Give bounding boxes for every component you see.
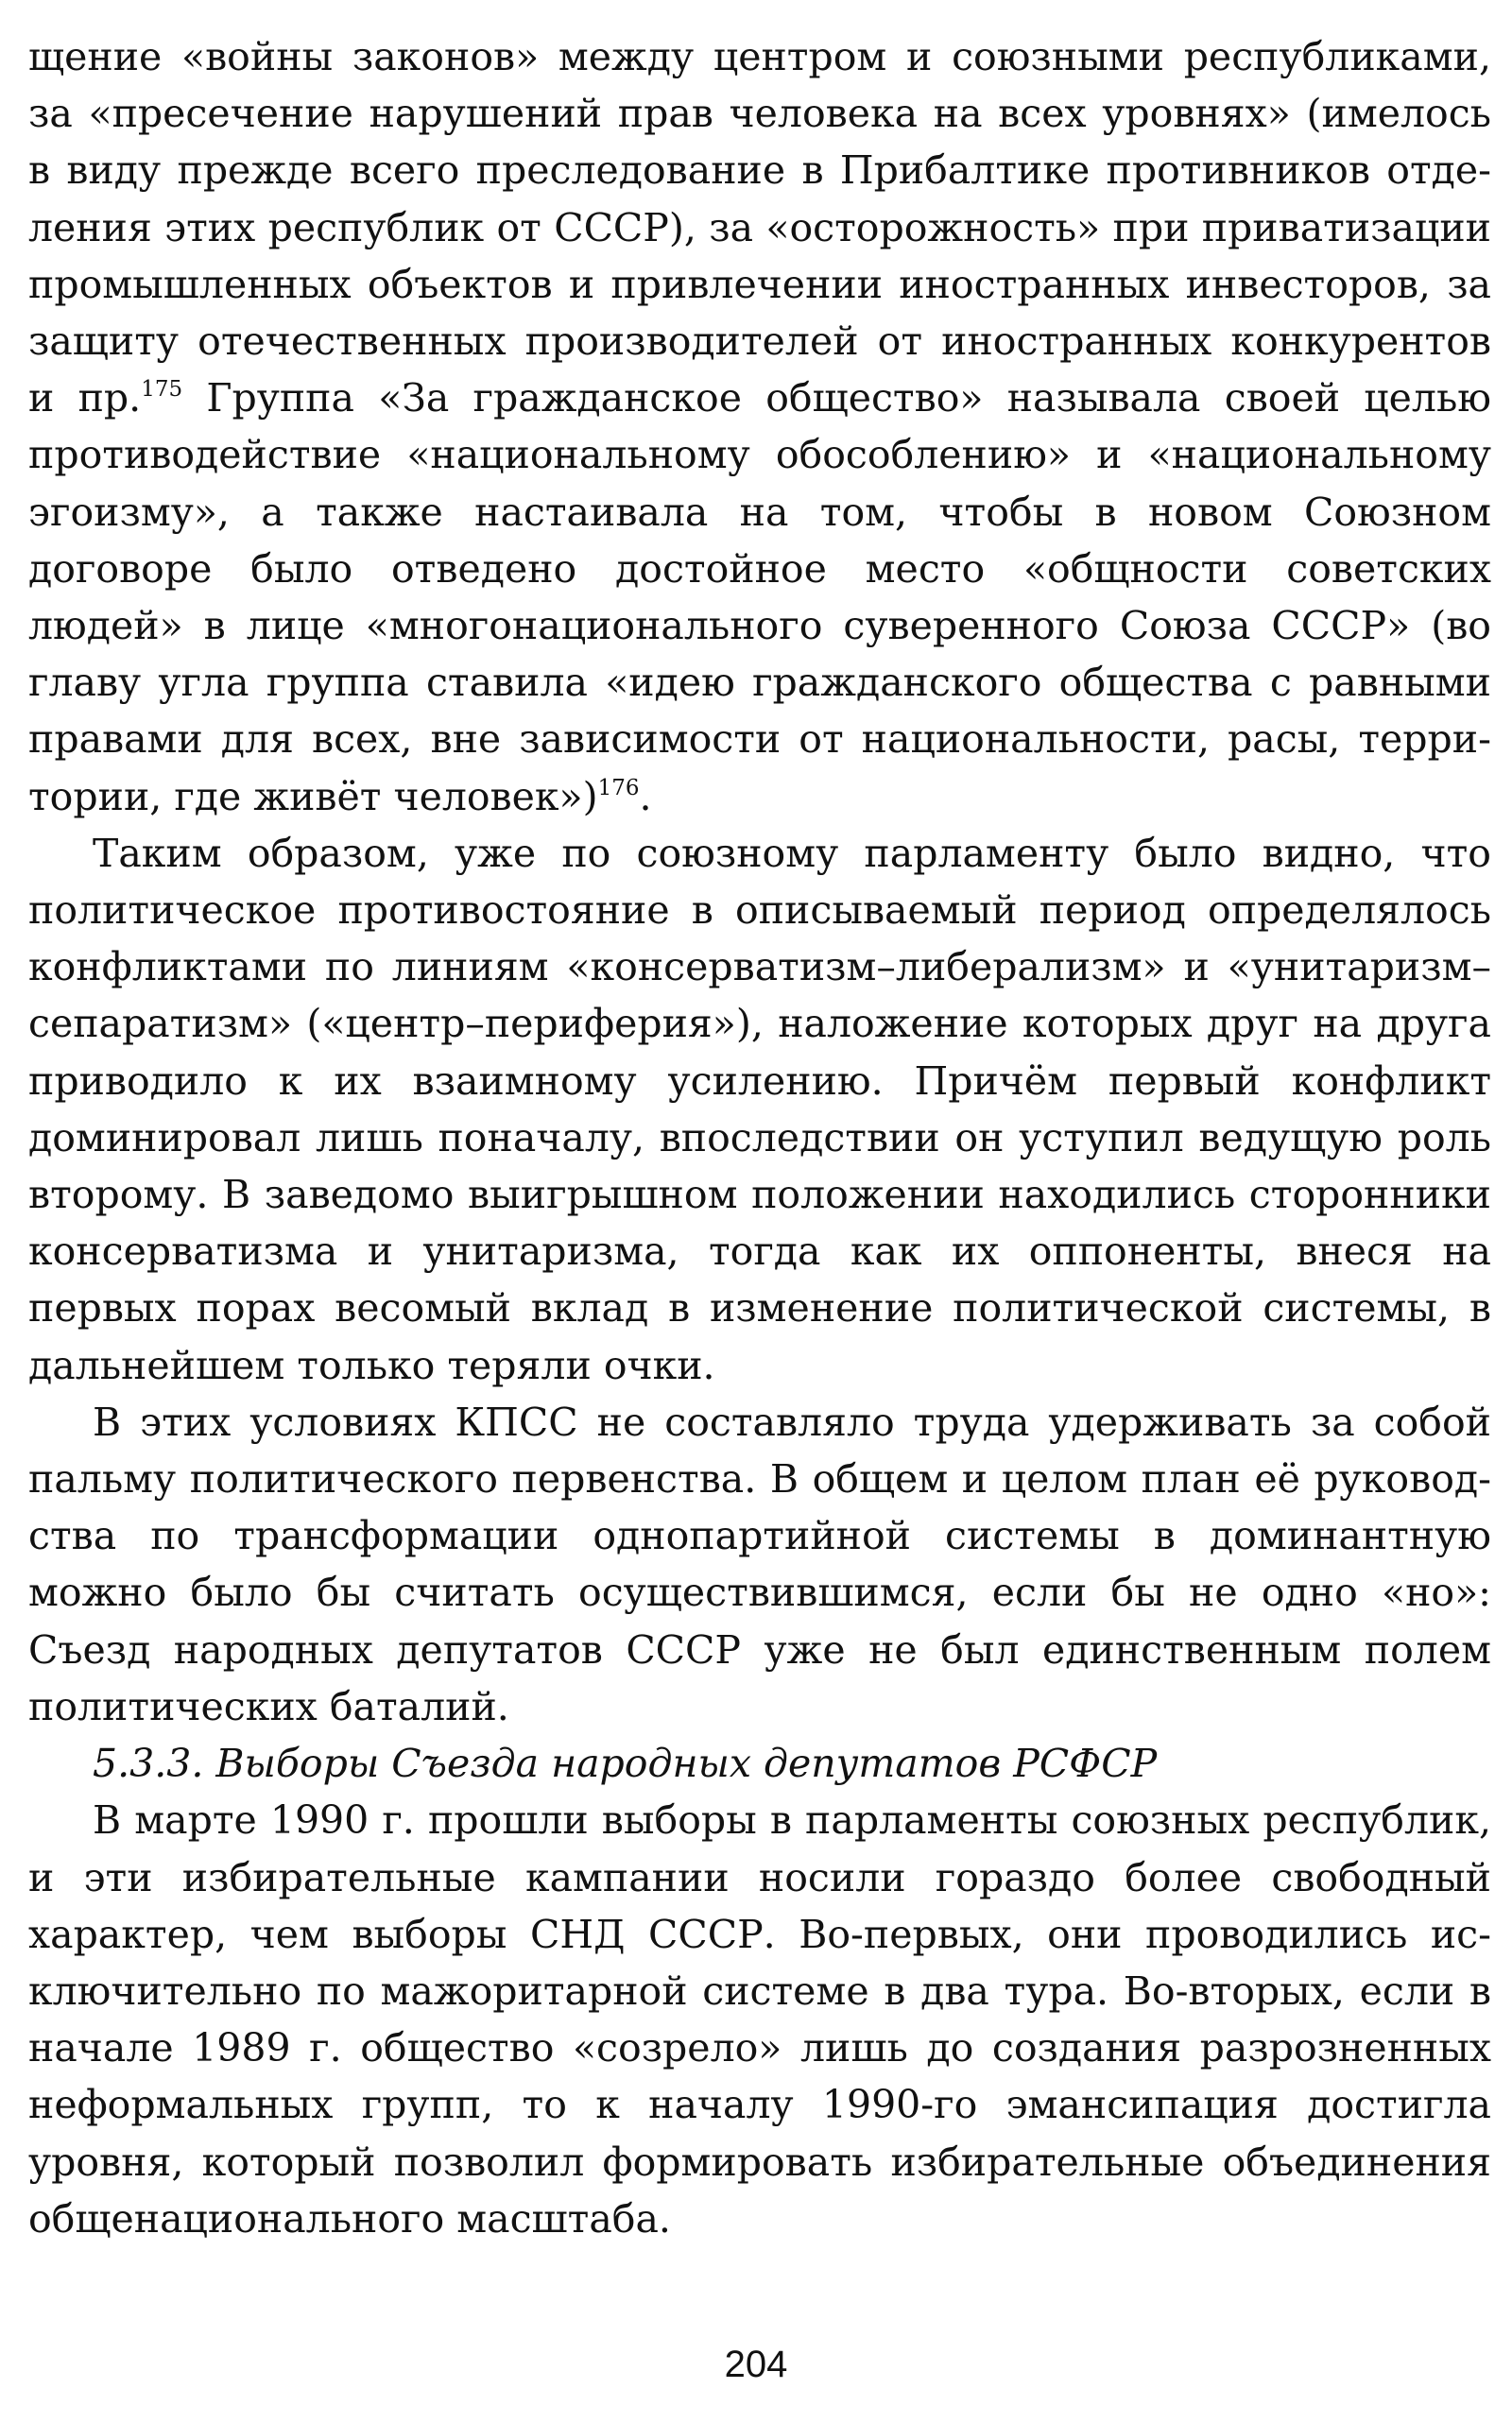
paragraph-cpsu: В этих условиях КПСС не составляло труда удерживать за собой пальму политического первенства. В общем и целом план её руководства по трансформации однопартийной системы в доминантную можно было бы считать осуществившимся, если бы не одно «но»: Съезд народных депутатов СССР уже не был единственным полем политических баталий. [28,1399,1491,1729]
page-number: 204 [724,2344,788,2385]
footnote-ref-175: 175 [141,377,183,403]
section-heading: 5.3.3. Выборы Съезда народных депутатов РСФСР [93,1741,1158,1787]
paragraph-text-part-3: . [639,773,652,819]
footnote-ref-176: 176 [597,775,640,800]
paragraph-continuation [28,28,1491,825]
paragraph-elections: В марте 1990 г. прошли выборы в парламенты союзных республик, и эти избирательные кампании носили гораздо более свободный характер, чем выборы СНД СССР. Во-первых, они проводились исключительно по мажоритарной системе в два тура. Во-вторых, если в начале 1989 г. общество «созрело» лишь до создания разрозненных неформальных групп, то к началу 1990-го эмансипация достигла уровня, который позволил формировать избирательные объединения общенационального масштаба. [28,1797,1491,2242]
paragraph-text-part-2: Группа «За гражданское общество» называла своей целью противодействие «национальному обособлению» и «национальному эгоизму», а также настаивала на том, чтобы в новом Союзном договоре было отведено достойное место «общности советских людей» в лице «многонационального суверенного Союза СССР» (во главу угла группа ставила «идею гражданского общества с равными правами для всех, вне зависимости от национальности, расы, территории, где живёт человек») [28,375,1491,819]
paragraph-text-part-1: щение «войны законов» между центром и союзными республиками, за «пресечение нарушений прав человека на всех уровнях» (имелось в виду прежде всего преследование в Прибалтике противников отделения этих республик от СССР), за «осторожность» при приватизации промышленных объектов и привлечении иностранных инвесторов, за защиту отечественных производителей от иностранных конкурентов и пр. [28,34,1491,421]
paragraph-conflicts: Таким образом, уже по союзному парламенту было видно, что политическое противостояние в описываемый период определялось конфликтами по линиям «консерватизм–либерализм» и «унитаризм–сепаратизм» («центр–периферия»), наложение которых друг на друга приводило к их взаимному усилению. Причём первый конфликт доминировал лишь поначалу, впоследствии он уступил ведущую роль второму. В заведомо выигрышном положении находились сторонники консерватизма и унитаризма, тогда как их оппоненты, внеся на первых порах весомый вклад в изменение политической системы, в дальнейшем только теряли очки. [28,830,1491,1388]
page-body [28,28,1491,2247]
